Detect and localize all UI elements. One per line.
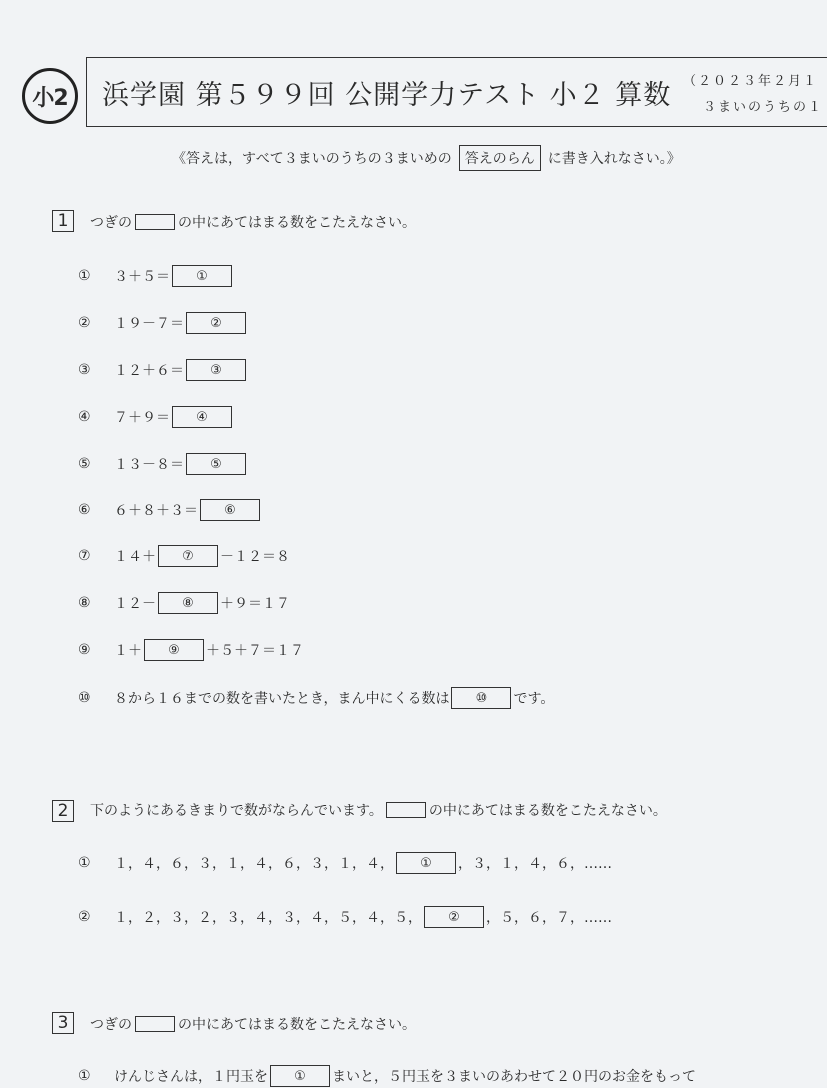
question-text: ７＋９＝ [114, 410, 170, 426]
answer-box: ① [172, 265, 232, 287]
page-title: 浜学園 第５９９回 公開学力テスト 小２ 算数 [102, 80, 672, 111]
question-text: １２＋６＝ [114, 363, 184, 379]
question-row [78, 311, 248, 335]
question-text-after: ＋５＋７＝１７ [206, 643, 304, 659]
question-row [78, 405, 234, 429]
section-2-heading [90, 800, 667, 820]
answer-box: ① [270, 1065, 330, 1087]
blank-box [135, 1016, 175, 1032]
section-number-2: 2 [52, 800, 74, 822]
question-row [78, 905, 612, 929]
answer-box: ⑧ [158, 592, 218, 614]
question-number: ⑤ [78, 456, 91, 472]
section-1-heading-post: の中にあてはまる数をこたえなさい。 [178, 215, 416, 231]
question-row [78, 452, 248, 476]
page-count: ３まいのうちの１ [703, 100, 824, 115]
sequence-text: １，２，３，２，３，４，３，４，５，４，５， [114, 910, 422, 926]
question-row [78, 591, 290, 615]
question-number: ① [78, 1068, 91, 1084]
answer-box: ① [396, 852, 456, 874]
section-3-heading-pre: つぎの [90, 1017, 132, 1033]
section-1-heading [90, 212, 416, 232]
answer-box: ③ [186, 359, 246, 381]
answer-box: ② [424, 906, 484, 928]
question-text: ６＋８＋３＝ [114, 503, 198, 519]
question-number: ⑩ [78, 690, 91, 706]
answer-box: ② [186, 312, 246, 334]
question-text: １９－７＝ [114, 316, 184, 332]
question-number: ① [78, 268, 91, 284]
question-row [78, 498, 262, 522]
test-date: （２０２３年２月１ [683, 74, 819, 89]
question-number: ① [78, 855, 91, 871]
question-number: ④ [78, 409, 91, 425]
question-row [78, 851, 612, 875]
question-text: １４＋ [114, 549, 156, 565]
question-text-after: ＋９＝１７ [220, 596, 290, 612]
answer-box: ⑨ [144, 639, 204, 661]
section-number-3: 3 [52, 1012, 74, 1034]
question-number: ⑨ [78, 642, 91, 658]
sequence-text-after: ，５，６，７，…… [486, 910, 612, 926]
blank-box [386, 802, 426, 818]
answer-box: ⑦ [158, 545, 218, 567]
question-row [78, 1064, 696, 1088]
question-text: １３－８＝ [114, 457, 184, 473]
question-number: ⑧ [78, 595, 91, 611]
section-2-heading-post: の中にあてはまる数をこたえなさい。 [428, 803, 667, 819]
question-row [78, 686, 554, 710]
question-row [78, 264, 234, 288]
question-number: ⑦ [78, 548, 91, 564]
instructions-after: に書き入れなさい。》 [547, 151, 681, 167]
question-number: ② [78, 315, 91, 331]
question-text: １＋ [114, 643, 142, 659]
answer-box: ④ [172, 406, 232, 428]
section-3-heading [90, 1014, 416, 1034]
question-text-after: －１２＝８ [220, 549, 290, 565]
section-3-heading-post: の中にあてはまる数をこたえなさい。 [178, 1017, 416, 1033]
grade-badge: 小2 [22, 68, 78, 124]
instructions-before: 《答えは，すべて３まいのうちの３まいめの [172, 151, 452, 167]
question-text-after: です。 [513, 691, 555, 707]
section-2-heading-pre: 下のようにあるきまりで数がならんでいます。 [90, 803, 383, 819]
question-text-after: まいと，５円玉を３まいのあわせて２０円のお金をもって [332, 1069, 696, 1085]
question-text: ３＋５＝ [114, 269, 170, 285]
blank-box [135, 214, 175, 230]
question-row [78, 358, 248, 382]
question-row [78, 638, 304, 662]
answer-box: ⑤ [186, 453, 246, 475]
section-1-heading-pre: つぎの [90, 215, 132, 231]
answer-box: ⑥ [200, 499, 260, 521]
question-number: ② [78, 909, 91, 925]
instructions [172, 144, 681, 172]
question-number: ③ [78, 362, 91, 378]
question-row [78, 544, 290, 568]
question-text: ８から１６までの数を書いたとき，まん中にくる数は [114, 691, 450, 707]
section-number-1: 1 [52, 210, 74, 232]
sequence-text: １，４，６，３，１，４，６，３，１，４， [114, 856, 394, 872]
answer-box: ⑩ [451, 687, 511, 709]
sequence-text-after: ，３，１，４，６，…… [458, 856, 612, 872]
answer-column-label: 答えのらん [459, 145, 541, 171]
question-number: ⑥ [78, 502, 91, 518]
question-text: けんじさんは，１円玉を [114, 1069, 268, 1085]
question-text: １２－ [114, 596, 156, 612]
